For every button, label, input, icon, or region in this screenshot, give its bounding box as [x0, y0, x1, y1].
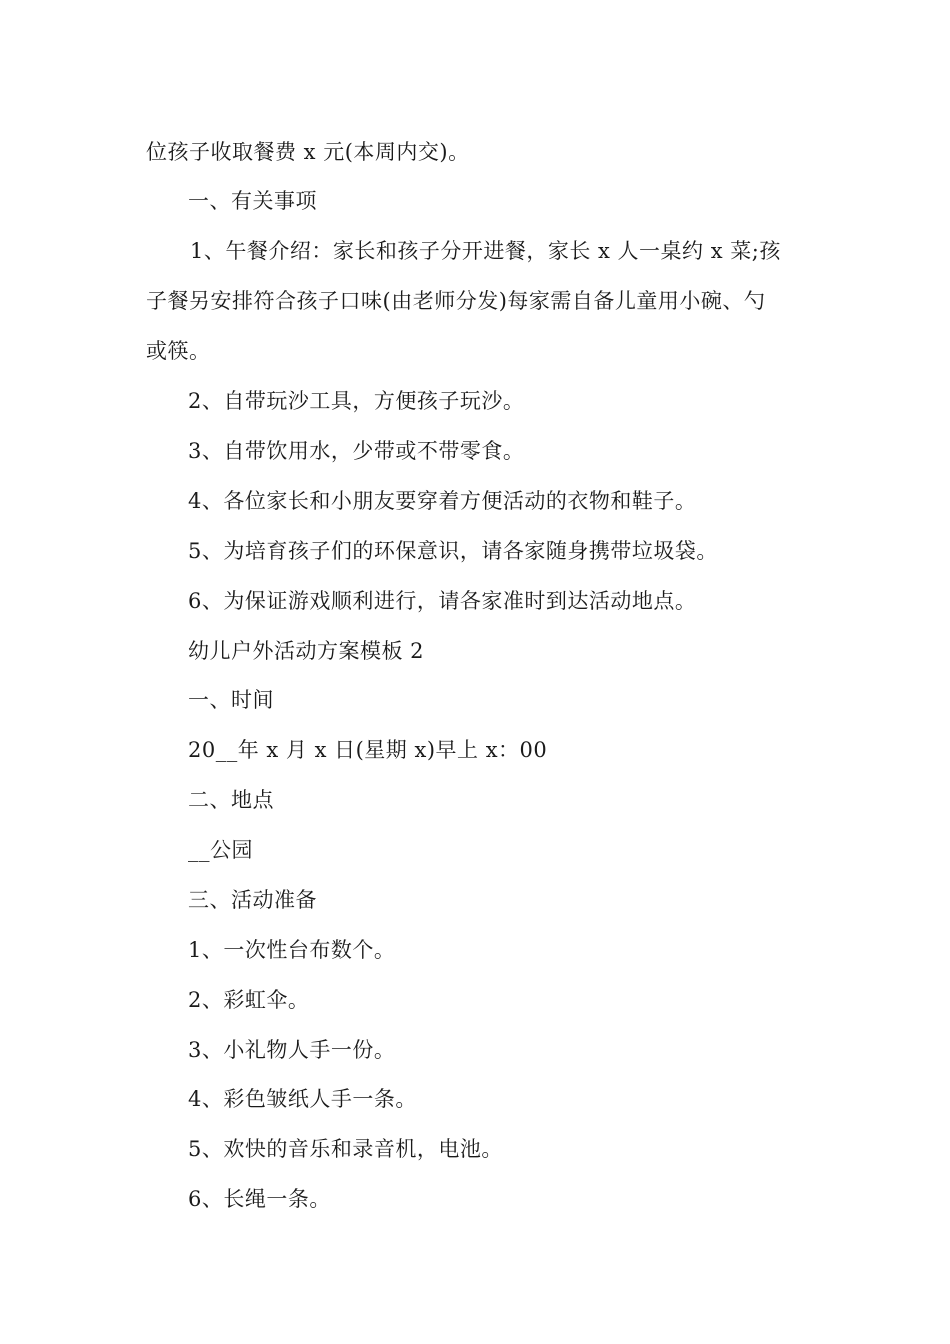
list-item-lunch: 1、午餐介绍：家长和孩子分开进餐，家长 x 人一桌约 x 菜;孩	[190, 239, 781, 263]
list-item-gifts: 3、小礼物人手一份。	[188, 1038, 396, 1062]
text-location-park: __公园	[188, 838, 253, 862]
section-heading-preparation: 三、活动准备	[188, 888, 317, 912]
list-item-lunch-end: 或筷。	[146, 339, 211, 363]
section-heading-location: 二、地点	[188, 788, 274, 812]
section-heading-matters: 一、有关事项	[188, 189, 317, 213]
list-item-water: 3、自带饮用水，少带或不带零食。	[188, 439, 525, 463]
list-item-long-rope: 6、长绳一条。	[188, 1187, 331, 1211]
list-item-rainbow-umbrella: 2、彩虹伞。	[188, 988, 310, 1012]
list-item-tablecloths: 1、一次性台布数个。	[188, 938, 396, 962]
list-item-sand-tools: 2、自带玩沙工具，方便孩子玩沙。	[188, 389, 525, 413]
text-line-fee: 位孩子收取餐费 x 元(本周内交)。	[146, 140, 470, 164]
document-title-template-2: 幼儿户外活动方案模板 2	[188, 639, 425, 663]
list-item-clothing: 4、各位家长和小朋友要穿着方便活动的衣物和鞋子。	[188, 489, 697, 513]
list-item-garbage-bags: 5、为培育孩子们的环保意识，请各家随身携带垃圾袋。	[188, 539, 718, 563]
text-date-time: 20__年 x 月 x 日(星期 x)早上 x：00	[188, 738, 548, 762]
section-heading-time: 一、时间	[188, 688, 274, 712]
list-item-crepe-paper: 4、彩色皱纸人手一条。	[188, 1087, 417, 1111]
list-item-punctual: 6、为保证游戏顺利进行，请各家准时到达活动地点。	[188, 589, 697, 613]
list-item-lunch-cont: 子餐另安排符合孩子口味(由老师分发)每家需自备儿童用小碗、勺	[146, 289, 766, 313]
list-item-music-recorder: 5、欢快的音乐和录音机，电池。	[188, 1137, 503, 1161]
